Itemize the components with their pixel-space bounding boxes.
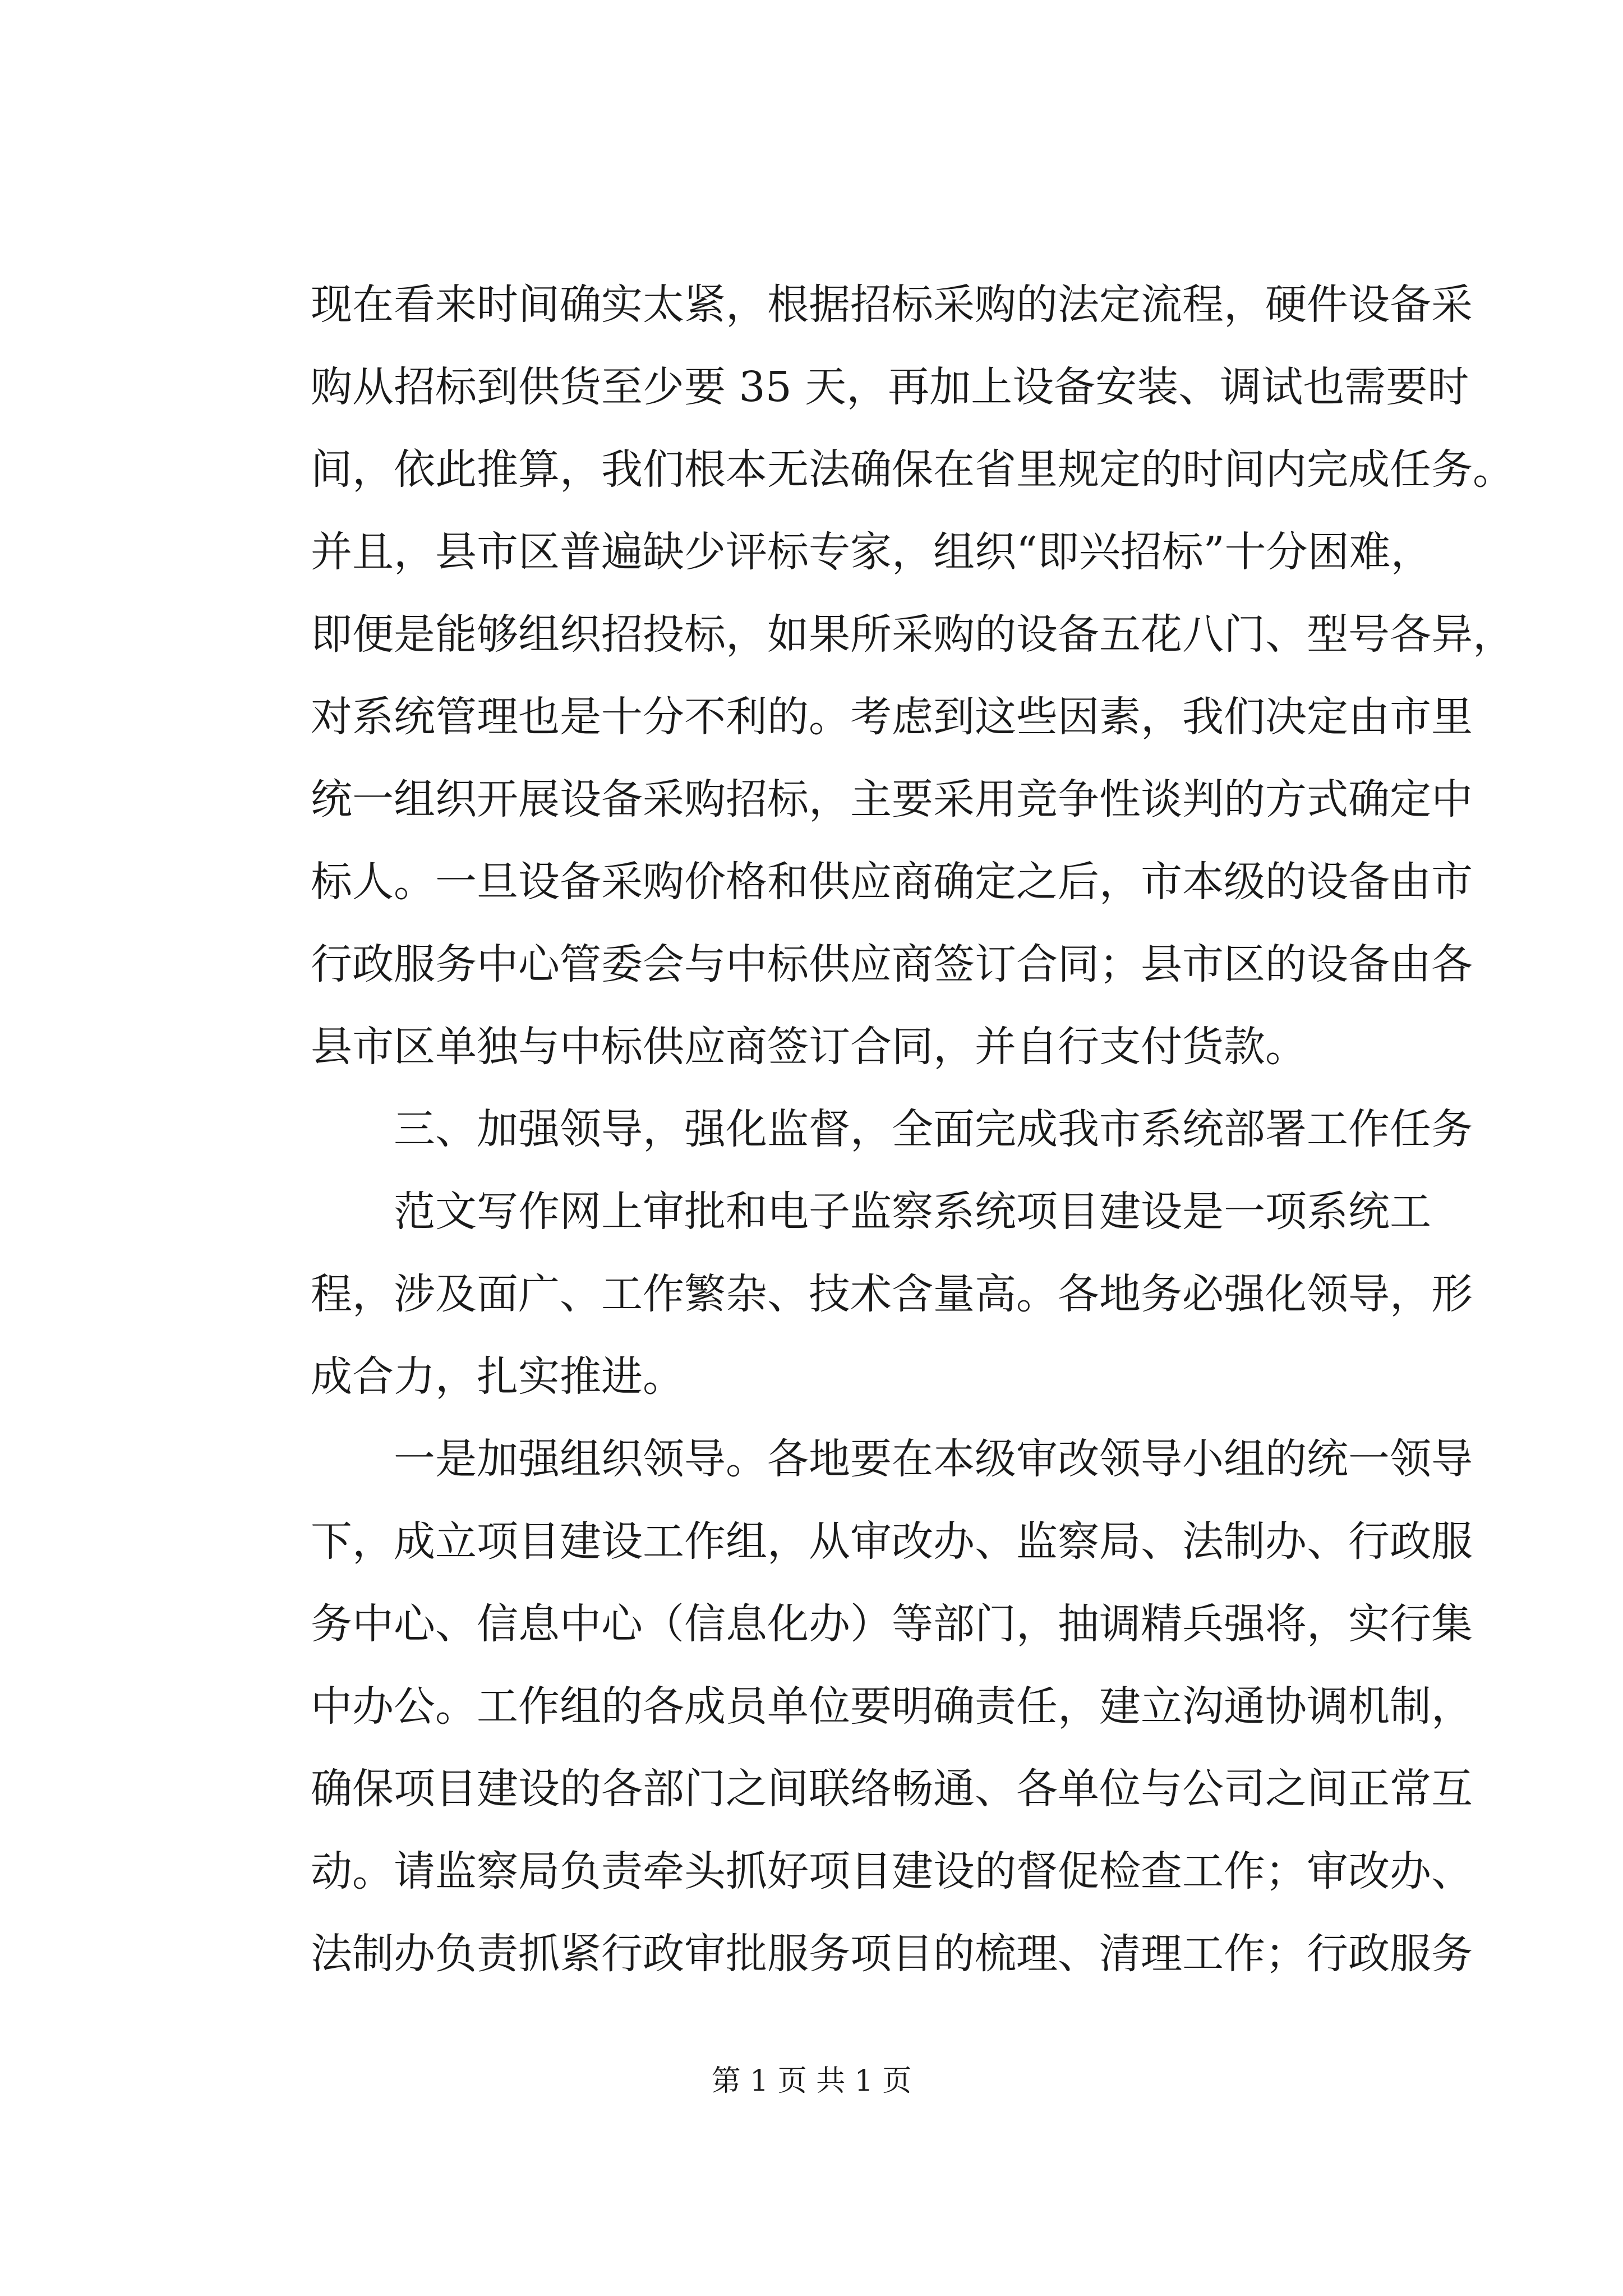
text-line: 下，成立项目建设工作组，从审改办、监察局、法制办、行政服 <box>311 1517 1473 1566</box>
text-line: 间，依此推算，我们根本无法确保在省里规定的时间内完成任务。 <box>311 445 1514 494</box>
text-line: 中办公。工作组的各成员单位要明确责任，建立沟通协调机制， <box>311 1682 1473 1731</box>
text-line: 对系统管理也是十分不利的。考虑到这些因素，我们决定由市里 <box>311 693 1473 741</box>
text-line: 法制办负责抓紧行政审批服务项目的梳理、清理工作；行政服务 <box>311 1930 1473 1978</box>
body-text <box>311 264 1514 1995</box>
section-heading: 三、加强领导，强化监督，全面完成我市系统部署工作任务 <box>394 1105 1473 1153</box>
text-line: 即便是能够组织招投标，如果所采购的设备五花八门、型号各异， <box>311 610 1514 659</box>
text-line: 动。请监察局负责牵头抓好项目建设的督促检查工作；审改办、 <box>311 1847 1473 1895</box>
text-line: 程，涉及面广、工作繁杂、技术含量高。各地务必强化领导，形 <box>311 1270 1473 1318</box>
text-line: 县市区单独与中标供应商签订合同，并自行支付货款。 <box>311 1023 1307 1071</box>
page-footer: 第 1 页 共 1 页 <box>711 2064 912 2098</box>
text-line: 行政服务中心管委会与中标供应商签订合同；县市区的设备由各 <box>311 940 1473 988</box>
text-line: 一是加强组织领导。各地要在本级审改领导小组的统一领导 <box>394 1435 1473 1483</box>
text-line: 购从招标到供货至少要 35 天，再加上设备安装、调试也需要时 <box>311 363 1469 411</box>
text-line: 统一组织开展设备采购招标，主要采用竞争性谈判的方式确定中 <box>311 775 1473 823</box>
text-line: 确保项目建设的各部门之间联络畅通、各单位与公司之间正常互 <box>311 1765 1473 1813</box>
text-line: 现在看来时间确实太紧，根据招标采购的法定流程，硬件设备采 <box>311 280 1473 329</box>
text-line: 标人。一旦设备采购价格和供应商确定之后，市本级的设备由市 <box>311 858 1473 906</box>
text-line: 范文写作网上审批和电子监察系统项目建设是一项系统工 <box>394 1188 1431 1236</box>
text-line: 并且，县市区普遍缺少评标专家，组织“即兴招标”十分困难， <box>311 528 1432 576</box>
text-line: 务中心、信息中心（信息化办）等部门，抽调精兵强将，实行集 <box>311 1600 1473 1648</box>
text-line: 成合力，扎实推进。 <box>311 1352 684 1401</box>
